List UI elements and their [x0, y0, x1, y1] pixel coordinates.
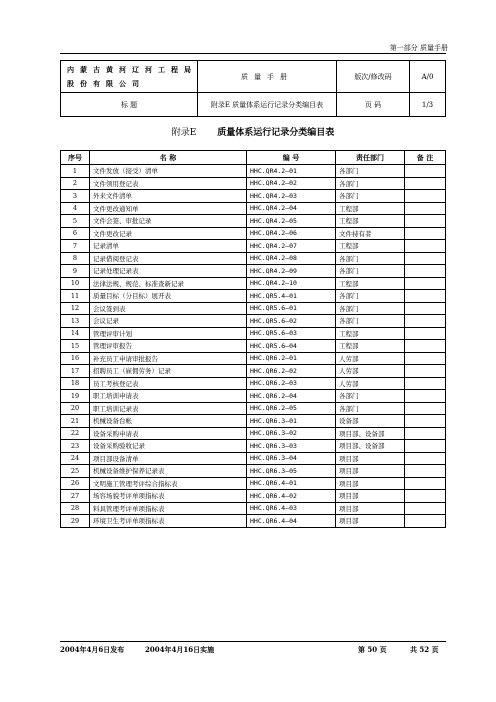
- document-header-table: [60, 60, 446, 117]
- row-name: 记录处理记录表: [90, 265, 247, 278]
- issue-date: 2004年4月6日发布: [60, 645, 125, 654]
- table-subtitle: [60, 125, 446, 138]
- row-code: HHC.QR6.4—04: [247, 515, 336, 528]
- row-note: [405, 265, 446, 278]
- row-dept: 各部门: [336, 302, 405, 315]
- row-note: [405, 177, 446, 190]
- row-dept: 工程部: [336, 215, 405, 228]
- row-dept: 各部门: [336, 402, 405, 415]
- table-row: [61, 452, 446, 465]
- row-code: HHC.QR6.2—01: [247, 352, 336, 365]
- records-catalog-table: [60, 150, 446, 528]
- table-row: [61, 277, 446, 290]
- row-note: [405, 240, 446, 253]
- row-code: HHC.QR6.3—01: [247, 415, 336, 428]
- row-name: 环境卫生考评单项指标表: [90, 515, 247, 528]
- row-code: HHC.QR4.2—02: [247, 177, 336, 190]
- row-note: [405, 365, 446, 378]
- row-code: HHC.QR4.2—01: [247, 165, 336, 178]
- row-code: HHC.QR5.6—01: [247, 302, 336, 315]
- row-no: 12: [61, 302, 90, 315]
- row-note: [405, 302, 446, 315]
- row-code: HHC.QR5.6—04: [247, 340, 336, 353]
- table-row: [61, 515, 446, 528]
- table-row: [61, 490, 446, 503]
- row-note: [405, 477, 446, 490]
- page-value: 1/3: [410, 93, 446, 117]
- row-no: 7: [61, 240, 90, 253]
- row-note: [405, 502, 446, 515]
- appendix-label: 附录E: [171, 128, 197, 138]
- row-name: 机械设备维护保养记录表: [90, 465, 247, 478]
- row-note: [405, 315, 446, 328]
- row-no: 29: [61, 515, 90, 528]
- row-code: HHC.QR6.4—02: [247, 490, 336, 503]
- row-name: 员工考核登记表: [90, 377, 247, 390]
- row-no: 24: [61, 452, 90, 465]
- row-no: 3: [61, 190, 90, 203]
- row-no: 20: [61, 402, 90, 415]
- row-code: HHC.QR5.6—02: [247, 315, 336, 328]
- row-note: [405, 190, 446, 203]
- row-note: [405, 490, 446, 503]
- row-name: 文件领用登记表: [90, 177, 247, 190]
- row-dept: 设备部: [336, 415, 405, 428]
- row-code: HHC.QR5.6—03: [247, 327, 336, 340]
- row-name: 会议记录: [90, 315, 247, 328]
- row-code: HHC.QR6.3—02: [247, 427, 336, 440]
- row-dept: 人劳部: [336, 377, 405, 390]
- row-code: HHC.QR6.2—05: [247, 402, 336, 415]
- row-note: [405, 515, 446, 528]
- table-row: [61, 227, 446, 240]
- row-no: 21: [61, 415, 90, 428]
- row-name: 会议签到表: [90, 302, 247, 315]
- row-name: 设备采购申请表: [90, 427, 247, 440]
- row-note: [405, 440, 446, 453]
- row-no: 15: [61, 340, 90, 353]
- row-dept: 工程部: [336, 327, 405, 340]
- row-name: 机械设备台帐: [90, 415, 247, 428]
- col-header-dept: 责任部门: [336, 151, 405, 165]
- row-name: 记录清单: [90, 240, 247, 253]
- row-name: 招聘员工（雇佣劳务）记录: [90, 365, 247, 378]
- row-dept: 各部门: [336, 190, 405, 203]
- row-no: 8: [61, 252, 90, 265]
- row-no: 11: [61, 290, 90, 303]
- table-row: [61, 440, 446, 453]
- row-dept: 项目部: [336, 515, 405, 528]
- row-dept: 各部门: [336, 315, 405, 328]
- row-no: 13: [61, 315, 90, 328]
- title-label: 标 题: [61, 93, 198, 117]
- row-dept: 项目部: [336, 452, 405, 465]
- col-header-no: 序号: [61, 151, 90, 165]
- table-row: [61, 265, 446, 278]
- row-dept: 各部门: [336, 290, 405, 303]
- table-row: [61, 302, 446, 315]
- table-row: [61, 327, 446, 340]
- row-name: 补充员工申请审批报告: [90, 352, 247, 365]
- row-name: 文件更改通知单: [90, 202, 247, 215]
- footer-rule: [60, 641, 446, 642]
- row-note: [405, 452, 446, 465]
- row-note: [405, 352, 446, 365]
- row-dept: 各部门: [336, 177, 405, 190]
- row-no: 28: [61, 502, 90, 515]
- row-no: 25: [61, 465, 90, 478]
- row-name: 文件更改记录: [90, 227, 247, 240]
- page-number: 第 50 页: [358, 645, 387, 654]
- row-no: 16: [61, 352, 90, 365]
- row-note: [405, 202, 446, 215]
- row-note: [405, 277, 446, 290]
- row-note: [405, 402, 446, 415]
- table-row: [61, 290, 446, 303]
- row-name: 职工培训记录表: [90, 402, 247, 415]
- row-dept: 项目部: [336, 465, 405, 478]
- table-row: [61, 390, 446, 403]
- row-name: 设备采购验收记录: [90, 440, 247, 453]
- row-code: HHC.QR5.4—01: [247, 290, 336, 303]
- total-pages: 共 52 页: [410, 645, 439, 654]
- row-no: 23: [61, 440, 90, 453]
- table-row: [61, 477, 446, 490]
- row-name: 文件发放（接受）清单: [90, 165, 247, 178]
- row-code: HHC.QR4.2—07: [247, 240, 336, 253]
- row-no: 10: [61, 277, 90, 290]
- manual-title: 质量手册: [198, 61, 337, 93]
- page-label: 页 码: [337, 93, 410, 117]
- company-name-line1: 内蒙古黄河辽河工程局: [67, 64, 197, 74]
- col-header-code: 编 号: [247, 151, 336, 165]
- row-dept: 项目部: [336, 502, 405, 515]
- table-row: [61, 240, 446, 253]
- row-name: 法律法规、规范、标准查新记录: [90, 277, 247, 290]
- row-dept: 工程部: [336, 277, 405, 290]
- row-code: HHC.QR6.2—04: [247, 390, 336, 403]
- row-code: HHC.QR6.3—05: [247, 465, 336, 478]
- table-row: [61, 165, 446, 178]
- row-no: 14: [61, 327, 90, 340]
- row-dept: 项目部: [336, 490, 405, 503]
- effective-date: 2004年4月16日实施: [145, 645, 215, 654]
- row-dept: 各部门: [336, 265, 405, 278]
- table-row: [61, 252, 446, 265]
- row-code: HHC.QR4.2—09: [247, 265, 336, 278]
- row-note: [405, 290, 446, 303]
- row-dept: 工程部: [336, 202, 405, 215]
- row-dept: 项目部: [336, 477, 405, 490]
- table-title: 质量体系运行记录分类编目表: [217, 128, 335, 138]
- row-note: [405, 215, 446, 228]
- header-rule: [60, 53, 446, 54]
- table-header-row: [61, 151, 446, 165]
- table-row: [61, 190, 446, 203]
- row-dept: 工程部: [336, 340, 405, 353]
- row-code: HHC.QR6.2—03: [247, 377, 336, 390]
- row-name: 管理评审计划: [90, 327, 247, 340]
- table-row: [61, 502, 446, 515]
- row-name: 项目部设备清单: [90, 452, 247, 465]
- row-no: 17: [61, 365, 90, 378]
- row-dept: 各部门: [336, 390, 405, 403]
- row-dept: 项目部、设备部: [336, 440, 405, 453]
- row-no: 27: [61, 490, 90, 503]
- row-dept: 项目部、设备部: [336, 427, 405, 440]
- table-row: [61, 352, 446, 365]
- row-no: 9: [61, 265, 90, 278]
- company-name-line2: 股份有限公司: [67, 78, 145, 88]
- row-name: 记录借阅登记表: [90, 252, 247, 265]
- page-header-tag: 第一部分 质量手册: [389, 44, 448, 52]
- row-name: 文明施工管理考评综合指标表: [90, 477, 247, 490]
- row-note: [405, 327, 446, 340]
- row-note: [405, 465, 446, 478]
- row-note: [405, 415, 446, 428]
- row-name: 料具管理考评单项指标表: [90, 502, 247, 515]
- row-code: HHC.QR4.2—05: [247, 215, 336, 228]
- row-note: [405, 390, 446, 403]
- row-note: [405, 165, 446, 178]
- row-no: 2: [61, 177, 90, 190]
- row-dept: 工程部: [336, 240, 405, 253]
- row-dept: 各部门: [336, 165, 405, 178]
- row-note: [405, 377, 446, 390]
- row-name: 外来文件清单: [90, 190, 247, 203]
- table-row: [61, 415, 446, 428]
- table-row: [61, 377, 446, 390]
- row-dept: 各部门: [336, 252, 405, 265]
- row-no: 6: [61, 227, 90, 240]
- table-row: [61, 465, 446, 478]
- row-code: HHC.QR4.2—08: [247, 252, 336, 265]
- row-name: 文件会签、审批记录: [90, 215, 247, 228]
- company-name-cell: [61, 61, 198, 93]
- table-row: [61, 340, 446, 353]
- row-name: 场容场貌考评单项指标表: [90, 490, 247, 503]
- row-no: 18: [61, 377, 90, 390]
- row-name: 职工培训申请表: [90, 390, 247, 403]
- row-code: HHC.QR6.3—04: [247, 452, 336, 465]
- col-header-note: 备 注: [405, 151, 446, 165]
- row-name: 质量目标（分目标）展开表: [90, 290, 247, 303]
- row-code: HHC.QR4.2—04: [247, 202, 336, 215]
- row-code: HHC.QR4.2—03: [247, 190, 336, 203]
- title-value: 附录E 质量体系运行记录分类编目表: [198, 93, 337, 117]
- version-value: A/0: [410, 61, 446, 93]
- row-code: HHC.QR6.2—02: [247, 365, 336, 378]
- row-no: 5: [61, 215, 90, 228]
- table-row: [61, 402, 446, 415]
- row-dept: 人劳部: [336, 352, 405, 365]
- table-row: [61, 177, 446, 190]
- table-row: [61, 365, 446, 378]
- row-no: 19: [61, 390, 90, 403]
- row-note: [405, 340, 446, 353]
- col-header-name: 名 称: [90, 151, 247, 165]
- row-note: [405, 227, 446, 240]
- table-row: [61, 427, 446, 440]
- row-dept: 人劳部: [336, 365, 405, 378]
- table-row: [61, 315, 446, 328]
- row-code: HHC.QR6.4—03: [247, 502, 336, 515]
- row-no: 4: [61, 202, 90, 215]
- row-code: HHC.QR6.4—01: [247, 477, 336, 490]
- row-code: HHC.QR6.3—03: [247, 440, 336, 453]
- row-note: [405, 427, 446, 440]
- row-no: 22: [61, 427, 90, 440]
- row-name: 管理评审报告: [90, 340, 247, 353]
- table-row: [61, 202, 446, 215]
- row-note: [405, 252, 446, 265]
- row-dept: 文件持有者: [336, 227, 405, 240]
- row-code: HHC.QR4.2—06: [247, 227, 336, 240]
- row-no: 1: [61, 165, 90, 178]
- row-no: 26: [61, 477, 90, 490]
- table-row: [61, 215, 446, 228]
- version-label: 版次/修改码: [337, 61, 410, 93]
- row-code: HHC.QR4.2—10: [247, 277, 336, 290]
